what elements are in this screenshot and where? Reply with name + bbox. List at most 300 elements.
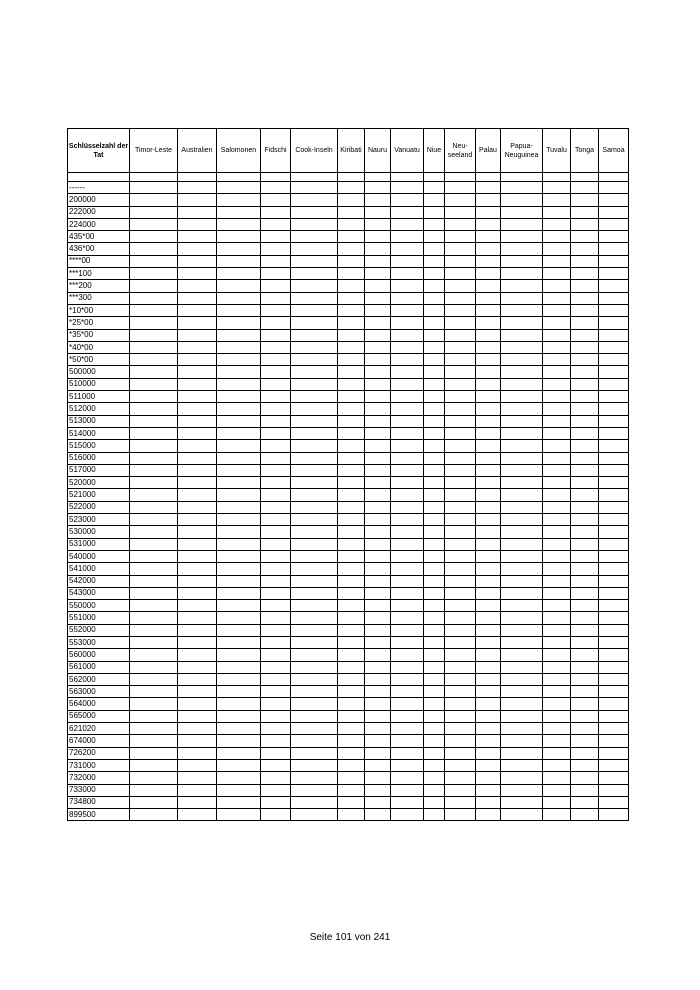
empty-cell	[338, 464, 365, 476]
empty-cell	[217, 206, 261, 218]
empty-cell	[391, 550, 424, 562]
empty-cell	[424, 194, 445, 206]
empty-cell	[501, 735, 543, 747]
empty-cell	[338, 218, 365, 230]
empty-cell	[261, 514, 291, 526]
empty-cell	[543, 173, 571, 182]
empty-cell	[391, 304, 424, 316]
empty-cell	[261, 440, 291, 452]
empty-cell	[365, 772, 391, 784]
empty-cell	[178, 329, 217, 341]
column-header: Cook-Inseln	[291, 129, 338, 173]
empty-cell	[571, 452, 599, 464]
key-cell: 674000	[68, 735, 130, 747]
empty-cell	[365, 304, 391, 316]
empty-cell	[178, 673, 217, 685]
empty-cell	[476, 378, 501, 390]
empty-cell	[445, 427, 476, 439]
empty-cell	[338, 427, 365, 439]
empty-cell	[130, 550, 178, 562]
empty-cell	[291, 391, 338, 403]
table-row	[68, 661, 629, 673]
empty-cell	[178, 477, 217, 489]
empty-cell	[599, 182, 629, 194]
empty-cell	[501, 796, 543, 808]
empty-cell	[501, 173, 543, 182]
empty-cell	[291, 206, 338, 218]
empty-cell	[476, 304, 501, 316]
key-cell: 543000	[68, 587, 130, 599]
empty-cell	[338, 501, 365, 513]
empty-cell	[291, 538, 338, 550]
empty-cell	[501, 612, 543, 624]
empty-cell	[365, 526, 391, 538]
empty-cell	[338, 747, 365, 759]
empty-cell	[424, 452, 445, 464]
table-row	[68, 809, 629, 821]
empty-cell	[424, 231, 445, 243]
key-cell: 513000	[68, 415, 130, 427]
empty-cell	[391, 464, 424, 476]
empty-cell	[424, 612, 445, 624]
key-cell: 561000	[68, 661, 130, 673]
empty-cell	[445, 489, 476, 501]
key-cell: 521000	[68, 489, 130, 501]
empty-cell	[445, 354, 476, 366]
empty-cell	[391, 452, 424, 464]
empty-cell	[261, 317, 291, 329]
empty-cell	[338, 673, 365, 685]
empty-cell	[476, 415, 501, 427]
empty-cell	[424, 268, 445, 280]
empty-cell	[424, 600, 445, 612]
empty-cell	[476, 489, 501, 501]
empty-cell	[501, 538, 543, 550]
empty-cell	[391, 809, 424, 821]
empty-cell	[217, 464, 261, 476]
empty-cell	[130, 317, 178, 329]
table-row	[68, 243, 629, 255]
table-row	[68, 550, 629, 562]
empty-cell	[130, 501, 178, 513]
empty-cell	[501, 415, 543, 427]
empty-cell	[599, 427, 629, 439]
empty-cell	[217, 440, 261, 452]
empty-cell	[291, 661, 338, 673]
empty-cell	[476, 427, 501, 439]
empty-cell	[391, 698, 424, 710]
empty-cell	[130, 403, 178, 415]
empty-cell	[130, 747, 178, 759]
empty-cell	[445, 624, 476, 636]
empty-cell	[217, 452, 261, 464]
column-header: Vanuatu	[391, 129, 424, 173]
empty-cell	[445, 710, 476, 722]
empty-cell	[338, 391, 365, 403]
empty-cell	[501, 341, 543, 353]
empty-cell	[365, 440, 391, 452]
empty-cell	[543, 268, 571, 280]
key-cell: *40*00	[68, 341, 130, 353]
empty-cell	[445, 587, 476, 599]
empty-cell	[424, 747, 445, 759]
key-cell: ***100	[68, 268, 130, 280]
empty-cell	[476, 649, 501, 661]
empty-cell	[178, 415, 217, 427]
empty-cell	[445, 661, 476, 673]
empty-cell	[365, 317, 391, 329]
empty-cell	[391, 317, 424, 329]
empty-cell	[599, 673, 629, 685]
empty-cell	[501, 698, 543, 710]
empty-cell	[445, 575, 476, 587]
empty-cell	[571, 280, 599, 292]
empty-cell	[130, 624, 178, 636]
empty-cell	[365, 796, 391, 808]
empty-cell	[501, 784, 543, 796]
empty-cell	[217, 427, 261, 439]
empty-cell	[291, 563, 338, 575]
empty-cell	[338, 698, 365, 710]
key-cell: 531000	[68, 538, 130, 550]
empty-cell	[424, 415, 445, 427]
empty-cell	[543, 182, 571, 194]
empty-cell	[571, 415, 599, 427]
empty-cell	[178, 747, 217, 759]
table-row	[68, 477, 629, 489]
key-cell: ****00	[68, 255, 130, 267]
empty-cell	[130, 710, 178, 722]
key-cell: ***300	[68, 292, 130, 304]
empty-cell	[445, 292, 476, 304]
empty-cell	[365, 723, 391, 735]
column-header: Tonga	[571, 129, 599, 173]
table-row	[68, 772, 629, 784]
empty-cell	[571, 809, 599, 821]
empty-cell	[424, 489, 445, 501]
header-key: Schlüsselzahl der Tat	[68, 129, 130, 173]
table-row	[68, 784, 629, 796]
empty-cell	[217, 636, 261, 648]
empty-cell	[217, 624, 261, 636]
empty-cell	[476, 784, 501, 796]
empty-cell	[261, 218, 291, 230]
empty-cell	[178, 723, 217, 735]
empty-cell	[543, 329, 571, 341]
empty-cell	[178, 243, 217, 255]
empty-cell	[391, 501, 424, 513]
empty-cell	[391, 735, 424, 747]
table-row	[68, 698, 629, 710]
empty-cell	[261, 354, 291, 366]
empty-cell	[217, 243, 261, 255]
empty-cell	[178, 268, 217, 280]
empty-cell	[391, 243, 424, 255]
table-row	[68, 501, 629, 513]
empty-cell	[291, 243, 338, 255]
empty-cell	[338, 403, 365, 415]
empty-cell	[599, 329, 629, 341]
empty-cell	[571, 575, 599, 587]
empty-cell	[217, 686, 261, 698]
column-header: Australien	[178, 129, 217, 173]
column-header: Palau	[476, 129, 501, 173]
empty-cell	[178, 649, 217, 661]
empty-cell	[445, 772, 476, 784]
key-cell: 514000	[68, 427, 130, 439]
empty-cell	[178, 784, 217, 796]
table-row	[68, 452, 629, 464]
empty-cell	[543, 563, 571, 575]
empty-cell	[501, 514, 543, 526]
empty-cell	[261, 329, 291, 341]
empty-cell	[476, 809, 501, 821]
empty-cell	[391, 341, 424, 353]
empty-cell	[501, 575, 543, 587]
empty-cell	[424, 735, 445, 747]
empty-cell	[261, 575, 291, 587]
empty-cell	[338, 173, 365, 182]
empty-cell	[501, 218, 543, 230]
empty-cell	[543, 612, 571, 624]
empty-cell	[476, 624, 501, 636]
empty-cell	[543, 206, 571, 218]
empty-cell	[424, 587, 445, 599]
empty-cell	[599, 354, 629, 366]
empty-cell	[261, 550, 291, 562]
empty-cell	[571, 784, 599, 796]
table-row	[68, 624, 629, 636]
empty-cell	[571, 514, 599, 526]
empty-cell	[130, 759, 178, 771]
empty-cell	[261, 173, 291, 182]
empty-cell	[291, 464, 338, 476]
empty-cell	[178, 317, 217, 329]
empty-cell	[338, 649, 365, 661]
empty-cell	[261, 268, 291, 280]
empty-cell	[217, 809, 261, 821]
empty-cell	[291, 255, 338, 267]
empty-cell	[338, 477, 365, 489]
empty-cell	[424, 796, 445, 808]
empty-cell	[424, 403, 445, 415]
empty-cell	[543, 317, 571, 329]
empty-cell	[261, 292, 291, 304]
empty-cell	[424, 624, 445, 636]
empty-cell	[365, 182, 391, 194]
empty-cell	[424, 575, 445, 587]
empty-cell	[178, 796, 217, 808]
empty-cell	[365, 403, 391, 415]
key-cell: 530000	[68, 526, 130, 538]
empty-cell	[571, 563, 599, 575]
empty-cell	[543, 809, 571, 821]
empty-cell	[501, 624, 543, 636]
empty-cell	[424, 526, 445, 538]
empty-cell	[391, 784, 424, 796]
empty-cell	[571, 796, 599, 808]
table-row	[68, 514, 629, 526]
column-header: Papua-Neuguinea	[501, 129, 543, 173]
empty-cell	[424, 673, 445, 685]
empty-cell	[130, 784, 178, 796]
empty-cell	[291, 173, 338, 182]
empty-cell	[365, 575, 391, 587]
empty-cell	[424, 723, 445, 735]
empty-cell	[291, 649, 338, 661]
empty-cell	[130, 600, 178, 612]
empty-cell	[543, 366, 571, 378]
empty-cell	[365, 649, 391, 661]
empty-cell	[501, 440, 543, 452]
empty-cell	[178, 255, 217, 267]
empty-cell	[599, 686, 629, 698]
empty-cell	[424, 710, 445, 722]
empty-cell	[365, 366, 391, 378]
empty-cell	[391, 563, 424, 575]
empty-cell	[217, 784, 261, 796]
empty-cell	[599, 661, 629, 673]
empty-cell	[291, 501, 338, 513]
empty-cell	[130, 563, 178, 575]
empty-cell	[291, 636, 338, 648]
empty-cell	[571, 231, 599, 243]
empty-cell	[476, 403, 501, 415]
empty-cell	[130, 440, 178, 452]
empty-cell	[365, 464, 391, 476]
empty-cell	[291, 194, 338, 206]
key-cell: *25*00	[68, 317, 130, 329]
empty-cell	[391, 489, 424, 501]
empty-cell	[217, 477, 261, 489]
empty-cell	[424, 514, 445, 526]
empty-cell	[130, 723, 178, 735]
empty-cell	[178, 182, 217, 194]
empty-cell	[130, 514, 178, 526]
empty-cell	[178, 231, 217, 243]
empty-cell	[424, 686, 445, 698]
empty-cell	[261, 710, 291, 722]
empty-cell	[501, 550, 543, 562]
empty-cell	[365, 784, 391, 796]
empty-cell	[599, 415, 629, 427]
empty-cell	[501, 354, 543, 366]
empty-cell	[261, 427, 291, 439]
empty-cell	[130, 587, 178, 599]
empty-cell	[445, 723, 476, 735]
empty-cell	[178, 489, 217, 501]
key-cell: *10*00	[68, 304, 130, 316]
empty-cell	[217, 280, 261, 292]
empty-cell	[391, 292, 424, 304]
table-row	[68, 194, 629, 206]
empty-cell	[261, 673, 291, 685]
empty-cell	[261, 366, 291, 378]
empty-cell	[338, 710, 365, 722]
empty-cell	[178, 538, 217, 550]
empty-cell	[130, 206, 178, 218]
empty-cell	[365, 600, 391, 612]
empty-cell	[291, 378, 338, 390]
empty-cell	[338, 796, 365, 808]
empty-cell	[261, 698, 291, 710]
empty-cell	[130, 243, 178, 255]
empty-cell	[501, 391, 543, 403]
empty-cell	[543, 784, 571, 796]
empty-cell	[424, 218, 445, 230]
key-cell: 512000	[68, 403, 130, 415]
table-row	[68, 759, 629, 771]
empty-cell	[130, 218, 178, 230]
empty-cell	[178, 427, 217, 439]
empty-cell	[391, 440, 424, 452]
empty-cell	[476, 735, 501, 747]
table-row	[68, 354, 629, 366]
empty-cell	[571, 649, 599, 661]
empty-cell	[445, 809, 476, 821]
empty-cell	[571, 526, 599, 538]
key-cell: 435*00	[68, 231, 130, 243]
empty-cell	[365, 341, 391, 353]
empty-cell	[261, 759, 291, 771]
key-cell: 200000	[68, 194, 130, 206]
empty-cell	[599, 809, 629, 821]
empty-cell	[599, 243, 629, 255]
key-cell: 224000	[68, 218, 130, 230]
empty-cell	[571, 378, 599, 390]
column-header: Salomonen	[217, 129, 261, 173]
empty-cell	[476, 206, 501, 218]
empty-cell	[571, 206, 599, 218]
empty-cell	[365, 624, 391, 636]
empty-cell	[599, 526, 629, 538]
empty-cell	[365, 415, 391, 427]
empty-cell	[391, 206, 424, 218]
key-cell: 732000	[68, 772, 130, 784]
empty-cell	[445, 686, 476, 698]
empty-cell	[424, 173, 445, 182]
empty-cell	[291, 317, 338, 329]
empty-cell	[543, 723, 571, 735]
empty-cell	[365, 206, 391, 218]
table-row	[68, 268, 629, 280]
empty-cell	[501, 489, 543, 501]
empty-cell	[291, 550, 338, 562]
empty-cell	[543, 403, 571, 415]
empty-cell	[445, 366, 476, 378]
empty-cell	[476, 354, 501, 366]
empty-cell	[178, 624, 217, 636]
empty-cell	[178, 710, 217, 722]
page-number: Seite 101 von 241	[309, 932, 391, 943]
empty-cell	[445, 673, 476, 685]
empty-cell	[391, 255, 424, 267]
empty-cell	[130, 636, 178, 648]
empty-cell	[476, 218, 501, 230]
key-cell: 500000	[68, 366, 130, 378]
empty-cell	[424, 354, 445, 366]
empty-cell	[424, 292, 445, 304]
empty-cell	[338, 550, 365, 562]
empty-cell	[261, 489, 291, 501]
empty-cell	[391, 280, 424, 292]
empty-cell	[261, 612, 291, 624]
empty-cell	[391, 649, 424, 661]
empty-cell	[476, 292, 501, 304]
empty-cell	[599, 391, 629, 403]
empty-cell	[178, 563, 217, 575]
empty-cell	[543, 796, 571, 808]
